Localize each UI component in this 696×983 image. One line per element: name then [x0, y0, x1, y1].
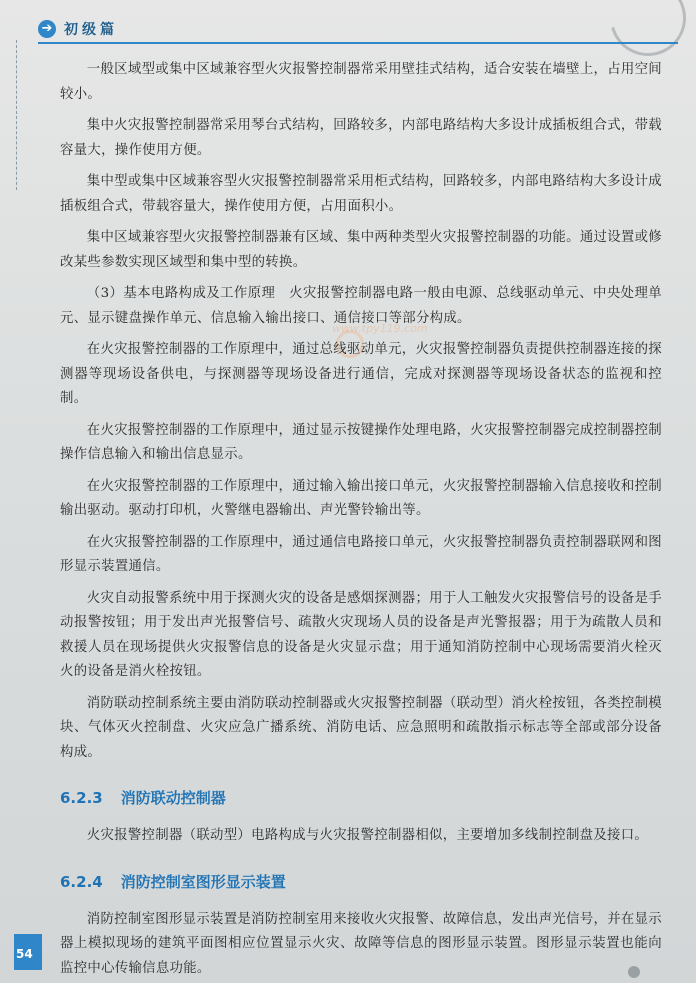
paragraph: 消防联动控制系统主要由消防联动控制器或火灾报警控制器（联动型）消火栓按钮，各类控制模块、气体灭火控制盘、火灾应急广播系统、消防电话、应急照明和疏散指示标志等全部或部分设备构成。 — [60, 695, 662, 760]
paragraph: 消防控制室图形显示装置是消防控制室用来接收火灾报警、故障信息，发出声光信号，并在显示器上模拟现场的建筑平面图相应位置显示火灾、故障等信息的图形显示装置。图形显示装置也能向监控中心传输信息功能。 — [60, 911, 662, 976]
paragraph: （3）基本电路构成及工作原理 火灾报警控制器电路一般由电源、总线驱动单元、中央处理单元、显示键盘操作单元、信息输入输出接口、通信接口等部分构成。 — [60, 286, 662, 326]
section-number: 6.2.4 — [60, 872, 103, 891]
paragraph: 火灾报警控制器（联动型）电路构成与火灾报警控制器相似，主要增加多线制控制盘及接口。 — [86, 828, 649, 843]
header-rule — [38, 42, 678, 44]
paragraph: 在火灾报警控制器的工作原理中，通过显示按键操作处理电路，火灾报警控制器完成控制器控制操作信息输入和输出信息显示。 — [60, 422, 662, 462]
header-title: 初级篇 — [64, 22, 118, 38]
margin-dash-line — [16, 40, 18, 190]
section-title: 消防控制室图形显示装置 — [120, 872, 286, 891]
paragraph: 火灾自动报警系统中用于探测火灾的设备是感烟探测器；用于人工触发火灾报警信号的设备是手动报警按钮；用于发出声光报警信号、疏散火灾现场人员的设备是声光警报器；用于为疏散人员和救援人员在现场提供火灾报警信息的设备是火灾显示盘；用于通知消防控制中心现场需要消火栓灭火的设备是消火栓按钮。 — [60, 590, 662, 679]
paragraph: 在火灾报警控制器的工作原理中，通过通信电路接口单元，火灾报警控制器负责控制器联网和图形显示装置通信。 — [60, 534, 662, 574]
paragraph: 集中火灾报警控制器常采用琴台式结构，回路较多，内部电路结构大多设计成插板组合式，带载容量大，操作使用方便。 — [60, 118, 662, 158]
page-header — [38, 16, 638, 46]
section-title: 消防联动控制器 — [120, 789, 226, 807]
page-content — [60, 58, 662, 983]
watermark-text: www.tpy119.com — [332, 322, 428, 335]
arrow-right-circle-icon: ➔ — [38, 20, 56, 38]
paragraph: 集中型或集中区域兼容型火灾报警控制器常采用柜式结构，回路较多，内部电路结构大多设计成插板组合式，带载容量大，操作使用方便，占用面积小。 — [60, 174, 662, 214]
paragraph: 集中区域兼容型火灾报警控制器兼有区域、集中两种类型火灾报警控制器的功能。通过设置或修改某些参数实现区域型和集中型的转换。 — [60, 230, 662, 270]
section-number: 6.2.3 — [60, 789, 103, 807]
paragraph: 一般区域型或集中区域兼容型火灾报警控制器常采用壁挂式结构，适合安装在墙壁上，占用空间较小。 — [60, 62, 662, 102]
binder-hole — [628, 966, 640, 978]
section-heading-623 — [60, 787, 662, 808]
page-number: 54 — [16, 947, 33, 961]
paragraph: 在火灾报警控制器的工作原理中，通过输入输出接口单元，火灾报警控制器输入信息接收和控制输出驱动。驱动打印机，火警继电器输出、声光警铃输出等。 — [60, 478, 662, 518]
paragraph: 在火灾报警控制器的工作原理中，通过总线驱动单元，火灾报警控制器负责提供控制器连接的探测器等现场设备供电，与探测器等现场设备进行通信，完成对探测器等现场设备状态的监视和控制。 — [60, 342, 662, 406]
section-heading-624 — [60, 871, 662, 892]
